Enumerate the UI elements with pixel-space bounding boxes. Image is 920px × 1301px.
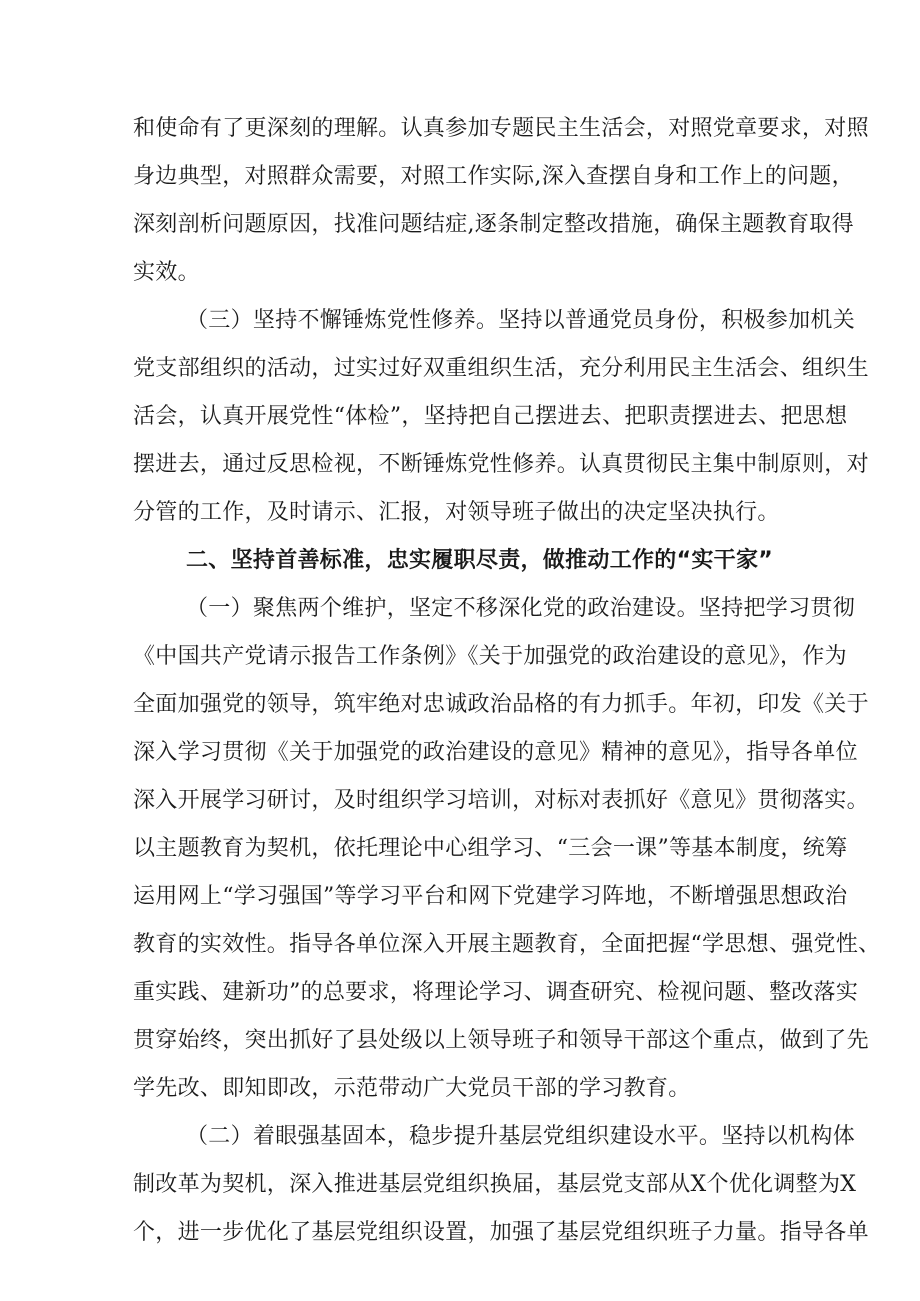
paragraph-line: 党支部组织的活动，过实过好双重组织生活，充分利用民主生活会、组织生 <box>133 356 869 381</box>
paragraph-line: 深入学习贯彻《关于加强党的政治建设的意见》精神的意见》，指导各单位 <box>133 740 858 765</box>
paragraph-line: 运用网上“学习强国”等学习平台和网下党建学习阵地，不断增强思想政治 <box>133 884 848 909</box>
paragraph-line: 深刻剖析问题原因，找准问题结症,逐条制定整改措施，确保主题教育取得 <box>133 212 854 237</box>
paragraph-line: 活会，认真开展党性“体检”，坚持把自己摆进去、把职责摆进去、把思想 <box>133 404 848 429</box>
paragraph-line: 深入开展学习研讨，及时组织学习培训，对标对表抓好《意见》贯彻落实。 <box>133 788 869 813</box>
paragraph-line: 贯穿始终，突出抓好了县处级以上领导班子和领导干部这个重点，做到了先 <box>133 1028 869 1053</box>
paragraph-line: （一）聚焦两个维护，坚定不移深化党的政治建设。坚持把学习贯彻 <box>186 596 856 621</box>
paragraph-line: 重实践、建新功”的总要求，将理论学习、调查研究、检视问题、整改落实 <box>133 980 859 1005</box>
paragraph-line: 教育的实效性。指导各单位深入开展主题教育，全面把握“学思想、强党性、 <box>133 932 881 957</box>
paragraph-line: 全面加强党的领导，筑牢绝对忠诚政治品格的有力抓手。年初，印发《关于 <box>133 692 869 717</box>
paragraph-line: （二）着眼强基固本，稳步提升基层党组织建设水平。坚持以机构体 <box>186 1124 856 1149</box>
paragraph-line: 和使命有了更深刻的理解。认真参加专题民主生活会，对照党章要求，对照 <box>133 116 869 141</box>
paragraph-line: 实效。 <box>133 260 200 285</box>
paragraph-line: 摆进去，通过反思检视，不断锤炼党性修养。认真贯彻民主集中制原则，对 <box>133 452 869 477</box>
paragraph-line: 学先改、即知即改，示范带动广大党员干部的学习教育。 <box>133 1076 691 1101</box>
paragraph-line: 《中国共产党请示报告工作条例》《关于加强党的政治建设的意见》，作为 <box>133 644 847 669</box>
paragraph-line: 个，进一步优化了基层党组织设置，加强了基层党组织班子力量。指导各单 <box>133 1220 869 1245</box>
paragraph-line: （三）坚持不懈锤炼党性修养。坚持以普通党员身份，积极参加机关 <box>186 308 856 333</box>
paragraph-line: 以主题教育为契机，依托理论中心组学习、“三会一课”等基本制度，统筹 <box>133 836 848 861</box>
paragraph-line: 分管的工作，及时请示、汇报，对领导班子做出的决定坚决执行。 <box>133 500 780 525</box>
section-heading: 二、坚持首善标准，忠实履职尽责，做推动工作的“实干家” <box>186 548 774 573</box>
paragraph-line: 身边典型，对照群众需要，对照工作实际,深入查摆自身和工作上的问题， <box>133 164 854 189</box>
paragraph-line: 制改革为契机，深入推进基层党组织换届，基层党支部从X个优化调整为X <box>133 1172 857 1197</box>
